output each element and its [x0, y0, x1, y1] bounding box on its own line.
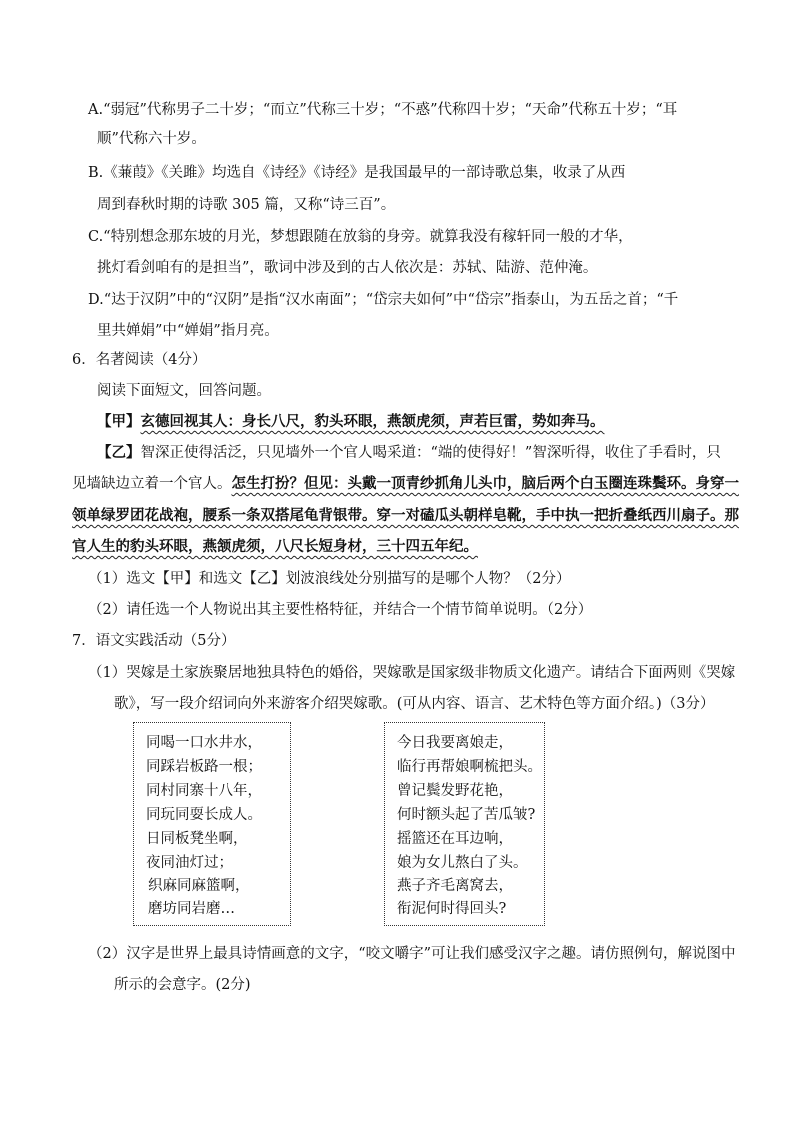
passage-yi-line4 — [72, 537, 478, 557]
passage-yi-text1: 智深正使得活泛，只见墙外一个官人喝采道：“端的使得好！”智深听得，收住了手看时，只 — [140, 445, 721, 461]
option-a-line2: 顺”代称六十岁。 — [97, 131, 206, 147]
option-d-line2: 里共婵娟”中“婵娟”指月亮。 — [97, 323, 279, 339]
passage-yi-line1 — [97, 443, 721, 463]
passage-yi-wavy2: 领单绿罗团花战袍，腰系一条双搭尾龟背银带。穿一对磕瓜头朝样皂靴，手中执一把折叠纸西川扇子。那 — [72, 507, 739, 524]
song2-line: 临行再帮娘啊梳把头。 — [397, 759, 542, 775]
song2-line: 娘为女儿熬白了头。 — [397, 855, 528, 871]
option-a-line1: A.“弱冠”代称男子二十岁；“而立”代称三十岁；“不惑”代称四十岁；“天命”代称五十岁；“耳 — [88, 102, 678, 118]
song1-line: 同村同寨十八年， — [146, 783, 262, 799]
q7-sub1-line2: 歌》，写一段介绍词向外来游客介绍哭嫁歌。(可从内容、语言、艺术特色等方面介绍。)（3分） — [114, 696, 715, 712]
option-d-line1: D.“达于汉阴”中的“汉阴”是指“汉水南面”；“岱宗夫如何”中“岱宗”指泰山，为五岳之首；“千 — [88, 292, 679, 308]
song1-line: 同踩岩板路一根； — [146, 759, 262, 775]
passage-yi-text2: 见墙缺边立着一个官人。 — [72, 476, 232, 492]
passage-yi-wavy1: 怎生打扮？但见：头戴一顶青纱抓角儿头巾，脑后两个白玉圈连珠鬓环。身穿一 — [231, 475, 739, 492]
q6-instruction: 阅读下面短文，回答问题。 — [97, 383, 271, 399]
passage-jia-label: 【甲】 — [97, 413, 141, 430]
option-c-line2: 挑灯看剑咱有的是担当”，歌词中涉及到的古人依次是：苏轼、陆游、范仲淹。 — [97, 260, 598, 276]
song1-line: 日同板凳坐啊， — [146, 831, 248, 847]
option-c-line1: C.“特别想念那东坡的月光，梦想跟随在放翁的身旁。就算我没有稼轩同一般的才华， — [88, 229, 633, 245]
song1-line: 夜同油灯过； — [146, 855, 233, 871]
song2-line: 今日我要离娘走， — [397, 735, 513, 751]
song1-line: 同喝一口水井水， — [146, 735, 262, 751]
q6-sub1: （1）选文【甲】和选文【乙】划波浪线处分别描写的是哪个人物？（2分） — [88, 571, 571, 587]
song2-line: 衔泥何时得回头? — [397, 901, 507, 917]
song-box-1 — [133, 722, 291, 926]
passage-yi-line3 — [72, 506, 739, 526]
song1-line: 织麻同麻篮啊， — [148, 878, 250, 894]
passage-yi-label: 【乙】 — [97, 444, 141, 461]
passage-jia-text: 玄德回视其人：身长八尺，豹头环眼，燕颔虎须，声若巨雷，势如奔马。 — [140, 413, 605, 430]
song1-line: 磨坊同岩磨… — [148, 901, 235, 917]
passage-yi-wavy3: 官人生的豹头环眼，燕颔虎须，八尺长短身材，三十四五年纪。 — [72, 538, 478, 555]
q7-sub2-line1: （2）汉字是世界上最具诗情画意的文字，“咬文嚼字”可让我们感受汉字之趣。请仿照例句，解说图中 — [88, 946, 736, 962]
passage-yi-line2 — [72, 474, 739, 494]
q7-heading: 7．语文实践活动（5分） — [72, 633, 236, 649]
option-b-line2: 周到春秋时期的诗歌 305 篇，又称“诗三百”。 — [97, 197, 396, 213]
option-b-line1: B.《蒹葭》《关雎》均选自《诗经》《诗经》是我国最早的一部诗歌总集，收录了从西 — [88, 165, 626, 181]
song2-line: 曾记鬓发野花艳， — [397, 783, 513, 799]
song-box-2 — [384, 722, 545, 926]
q7-sub2-line2: 所示的会意字。(2分) — [114, 977, 251, 993]
song1-line: 同玩同耍长成人。 — [146, 807, 262, 823]
song2-line: 摇篮还在耳边响， — [397, 831, 513, 847]
q6-sub2: （2）请任选一个人物说出其主要性格特征，并结合一个情节简单说明。（2分） — [88, 602, 593, 618]
q6-heading: 6．名著阅读（4分） — [72, 352, 207, 368]
passage-jia — [97, 412, 605, 432]
song2-line: 何时额头起了苦瓜皱? — [397, 807, 536, 823]
q7-sub1-line1: （1）哭嫁是土家族聚居地独具特色的婚俗，哭嫁歌是国家级非物质文化遗产。请结合下面两则《哭嫁 — [88, 665, 736, 681]
song2-line: 燕子齐毛离窝去， — [397, 878, 513, 894]
